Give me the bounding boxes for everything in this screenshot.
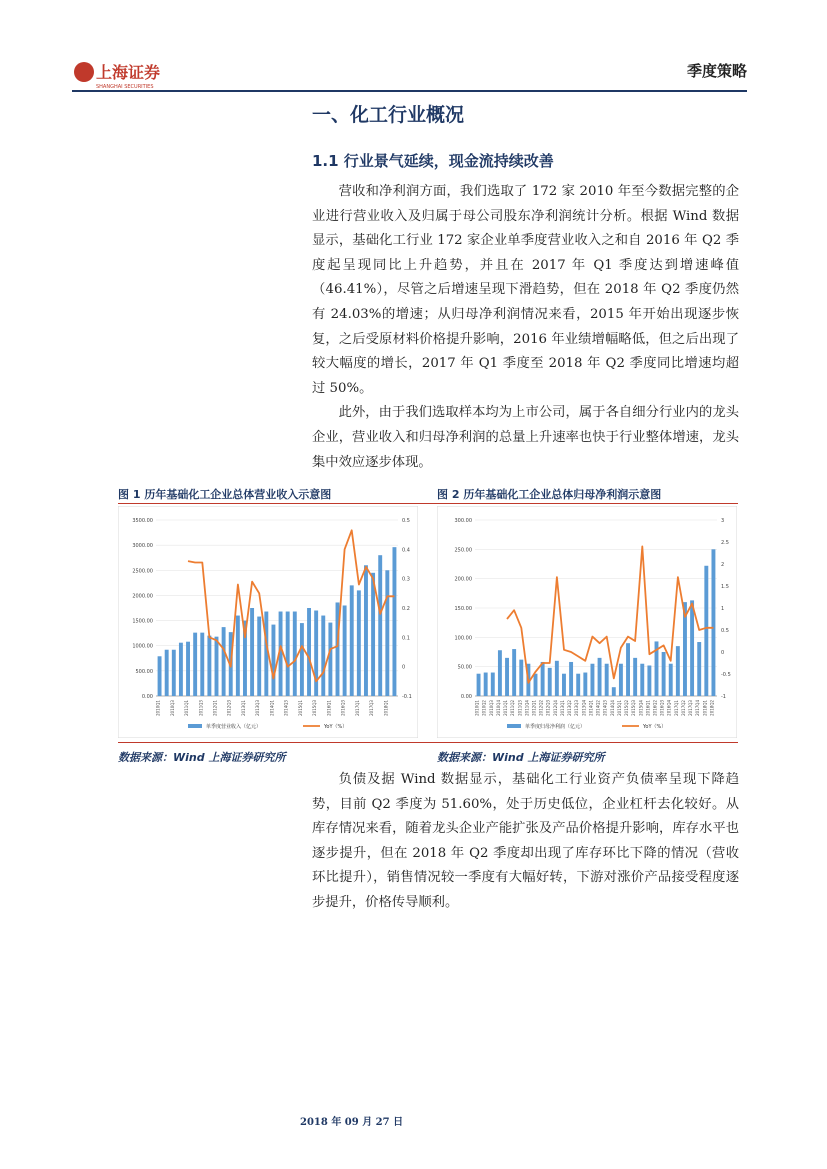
paragraph: 负债及据 Wind 数据显示，基础化工行业资产负债率呈现下降趋势，目前 Q2 季度为 51.60%，处于历史低位，企业杠杆去化较好。从库存情况来看，随着龙头企业产能扩张及产品价格提升影响，库存水平也逐步提升，但在 2018 年 Q2 季度却出现了库存环比下降的情况（营收环比提升），销售情况较一季度有大幅好转，下游对涨价产品接受程度逐步提升，价格传导顺利。	[312, 772, 739, 910]
bar-2015Q3	[633, 658, 637, 696]
bar-2018Q2	[711, 549, 715, 696]
x-tick-label: 2010Q3	[488, 700, 494, 716]
body-text-bottom	[312, 768, 739, 916]
y-tick-label: 200.00	[454, 576, 472, 583]
section-heading: 一、化工行业概况	[312, 104, 465, 126]
x-tick-label: 2011Q3	[198, 700, 204, 716]
bar-2013Q3	[576, 674, 580, 696]
bar-2013Q1	[562, 674, 566, 696]
bar-2012Q2	[541, 662, 545, 696]
bar-2014Q4	[612, 687, 616, 696]
x-tick-label: 2016Q1	[326, 700, 332, 716]
bar-2012Q2	[222, 627, 226, 696]
bar-2010Q4	[498, 650, 502, 696]
bar-2018Q1	[385, 570, 389, 696]
chart-revenue	[118, 506, 418, 738]
x-tick-label: 2011Q2	[510, 699, 516, 716]
x-tick-label: 2015Q2	[624, 699, 629, 716]
y2-tick-label: 2.5	[721, 540, 729, 546]
x-tick-label: 2018Q1	[383, 699, 389, 716]
legend-bar-label: 单季度营业收入（亿元）	[206, 724, 262, 730]
bar-2017Q3	[371, 573, 375, 696]
x-tick-label: 2014Q3	[602, 700, 608, 716]
x-tick-label: 2011Q1	[184, 699, 189, 716]
y-tick-label: 2500.00	[132, 568, 153, 575]
y2-tick-label: 0.5	[721, 628, 729, 634]
y2-tick-label: 0.2	[402, 606, 410, 612]
y2-tick-label: 0	[402, 664, 406, 671]
x-tick-label: 2018Q1	[702, 699, 708, 716]
y-tick-label: 250.00	[454, 547, 472, 554]
bar-2016Q1	[328, 623, 332, 696]
company-logo	[72, 58, 182, 92]
x-tick-label: 2012Q2	[538, 699, 544, 716]
body-text-top	[312, 180, 739, 475]
y-tick-label: 0.00	[460, 694, 472, 700]
figure-bottom-rule	[118, 742, 738, 743]
y2-tick-label: 0.1	[402, 635, 410, 642]
bar-2016Q3	[343, 605, 347, 696]
x-tick-label: 2012Q1	[212, 700, 218, 716]
logo-emblem-icon	[74, 62, 94, 82]
bar-2015Q3	[314, 611, 318, 696]
chart-revenue-svg	[118, 506, 418, 738]
bar-2010Q3	[491, 673, 495, 696]
y-tick-label: 3500.00	[132, 518, 153, 524]
bar-2011Q1	[186, 642, 190, 696]
x-tick-label: 2017Q1	[354, 700, 360, 716]
bar-2013Q3	[257, 617, 261, 696]
bar-2010Q3	[172, 650, 176, 696]
bar-2014Q1	[271, 625, 275, 696]
bar-2015Q1	[619, 664, 623, 696]
y-tick-label: 300.00	[454, 518, 472, 524]
x-tick-label: 2017Q1	[673, 700, 679, 716]
y-tick-label: 3000.00	[132, 543, 153, 550]
x-tick-label: 2016Q2	[652, 700, 658, 716]
y-tick-label: 2000.00	[132, 593, 153, 600]
bar-2017Q1	[357, 590, 361, 696]
figure-2-title: 图 2 历年基础化工企业总体归母净利润示意图	[437, 488, 662, 501]
bar-2010Q4	[179, 643, 183, 696]
bar-2011Q2	[193, 633, 197, 696]
figure-1-source: 数据来源：Wind 上海证券研究所	[118, 751, 286, 764]
bar-2010Q2	[165, 650, 169, 696]
x-tick-label: 2010Q1	[474, 700, 480, 716]
y-tick-label: 1500.00	[132, 618, 153, 625]
x-tick-label: 2015Q1	[616, 699, 622, 716]
y2-tick-label: 0.4	[402, 547, 410, 554]
y-tick-label: 0.00	[141, 694, 153, 700]
x-tick-label: 2013Q1	[241, 700, 246, 716]
x-tick-label: 2012Q3	[545, 699, 551, 716]
x-tick-label: 2016Q3	[659, 699, 665, 716]
bar-2012Q3	[548, 668, 552, 696]
bar-2016Q3	[662, 652, 666, 696]
y2-tick-label: 0.5	[402, 518, 410, 524]
x-tick-label: 2013Q3	[255, 699, 261, 716]
chart-net-profit	[437, 506, 737, 738]
bar-2017Q3	[690, 600, 694, 696]
y2-tick-label: -0.5	[721, 672, 731, 678]
x-tick-label: 2013Q4	[581, 699, 587, 716]
bar-2015Q4	[640, 664, 644, 696]
y2-tick-label: 2	[721, 562, 725, 568]
header-divider	[72, 90, 747, 92]
y-tick-label: 150.00	[454, 606, 472, 612]
x-tick-label: 2011Q4	[524, 700, 530, 716]
bar-2014Q3	[286, 612, 290, 696]
bar-2011Q1	[505, 658, 509, 696]
figure-top-rule	[118, 503, 738, 504]
bar-2010Q2	[484, 673, 488, 696]
x-tick-label: 2016Q4	[666, 699, 672, 716]
bar-2015Q4	[321, 616, 325, 696]
figure-2-source: 数据来源：Wind 上海证券研究所	[437, 751, 605, 764]
footer-date: 2018 年 09 月 27 日	[300, 1117, 404, 1128]
bar-2013Q4	[583, 673, 587, 696]
bar-2010Q1	[477, 674, 481, 696]
x-tick-label: 2012Q1	[531, 700, 537, 716]
x-tick-label: 2015Q1	[297, 699, 303, 716]
x-tick-label: 2014Q3	[283, 700, 289, 716]
x-tick-label: 2015Q3	[312, 699, 318, 716]
x-tick-label: 2010Q3	[169, 700, 175, 716]
x-tick-label: 2013Q2	[567, 700, 573, 716]
bar-2017Q4	[378, 555, 382, 696]
x-tick-label: 2014Q1	[269, 699, 275, 716]
x-tick-label: 2011Q3	[517, 700, 523, 716]
bar-2011Q3	[519, 660, 523, 696]
bar-2014Q1	[590, 664, 594, 696]
x-tick-label: 2017Q2	[681, 700, 686, 716]
bar-2014Q2	[598, 658, 602, 696]
bar-2016Q4	[350, 585, 354, 696]
bar-2016Q1	[647, 665, 651, 696]
bar-2011Q2	[512, 649, 516, 696]
figure-1-title: 图 1 历年基础化工企业总体营业收入示意图	[118, 488, 332, 501]
bar-2014Q4	[293, 612, 297, 696]
bar-2010Q1	[158, 656, 162, 696]
bar-2016Q4	[669, 664, 673, 696]
legend-line-label: YoY（%）	[324, 724, 348, 730]
logo-subtext: SHANGHAI SECURITIES	[96, 84, 154, 90]
x-tick-label: 2012Q4	[552, 700, 558, 716]
x-tick-label: 2016Q1	[645, 700, 651, 716]
report-type: 季度策略	[686, 62, 747, 80]
y2-tick-label: 1.5	[721, 584, 729, 590]
bar-2011Q3	[200, 633, 204, 696]
x-tick-label: 2010Q1	[155, 700, 161, 716]
legend-bar-label: 单季度归母净利润（亿元）	[525, 724, 586, 730]
bar-2012Q1	[534, 674, 538, 696]
bar-2013Q2	[569, 662, 573, 696]
y2-tick-label: 0	[721, 650, 725, 656]
x-tick-label: 2018Q2	[709, 699, 715, 716]
y-tick-label: 1000.00	[132, 643, 153, 650]
y2-tick-label: -0.1	[402, 694, 412, 700]
x-tick-label: 2015Q4	[638, 700, 644, 716]
bar-2015Q2	[307, 608, 311, 696]
bar-2012Q4	[555, 661, 559, 696]
bar-2015Q2	[626, 643, 630, 696]
bar-2015Q1	[300, 623, 304, 696]
x-tick-label: 2010Q4	[495, 699, 501, 716]
bar-2018Q2	[392, 547, 396, 696]
y2-tick-label: 0.3	[402, 576, 410, 583]
x-tick-label: 2012Q3	[226, 699, 232, 716]
logo-text: 上海证券	[96, 63, 161, 82]
bar-2018Q1	[704, 566, 708, 696]
x-tick-label: 2017Q4	[695, 699, 701, 716]
x-tick-label: 2013Q3	[574, 699, 580, 716]
x-tick-label: 2017Q3	[369, 700, 375, 716]
x-tick-label: 2015Q3	[631, 699, 637, 716]
paragraph: 此外，由于我们选取样本均为上市公司，属于各自细分行业内的龙头企业，营业收入和归母净利润的总量上升速率也快于行业整体增速，龙头集中效应逐步体现。	[312, 405, 739, 470]
paragraph: 营收和净利润方面，我们选取了 172 家 2010 年至今数据完整的企业进行营业收入及归属于母公司股东净利润统计分析。根据 Wind 数据显示，基础化工行业 172 家企业单季度营业收入之和自 2016 年 Q2 季度起呈现同比上升趋势，并且在 2017 年 Q1 季度达到增速峰值（46.41%），尽管之后增速呈现下滑趋势，但在 2018 年 Q2 季度仍然有 24.03%的增速；从归母净利润情况来看，2015 年开始出现逐步恢复，之后受原材料价格提升影响，2016 年业绩增幅略低，但之后出现了较大幅度的增长，2017 年 Q1 季度至 2018 年 Q2 季度同比增速均超过 50%。	[312, 184, 739, 396]
bar-2017Q2	[364, 565, 368, 696]
legend-line-label: YoY（%）	[643, 724, 667, 730]
y2-tick-label: 3	[721, 518, 725, 524]
x-tick-label: 2010Q2	[481, 700, 487, 716]
bar-2011Q4	[207, 636, 211, 696]
bar-2012Q4	[236, 616, 240, 696]
y2-tick-label: -1	[721, 694, 726, 700]
chart-net-profit-svg	[437, 506, 737, 738]
y-tick-label: 500.00	[135, 668, 153, 675]
legend-bar-swatch	[507, 724, 521, 728]
x-tick-label: 2013Q1	[560, 700, 565, 716]
subsection-heading: 1.1 行业景气延续，现金流持续改善	[312, 152, 554, 170]
x-tick-label: 2011Q1	[503, 699, 508, 716]
y2-tick-label: 1	[721, 606, 725, 612]
x-tick-label: 2014Q1	[588, 699, 594, 716]
y-tick-label: 50.00	[457, 664, 472, 671]
bar-2013Q2	[250, 608, 254, 696]
bar-2012Q1	[215, 637, 219, 696]
bar-2017Q4	[697, 642, 701, 696]
x-tick-label: 2016Q3	[340, 699, 346, 716]
y-tick-label: 100.00	[454, 635, 472, 642]
x-tick-label: 2014Q2	[595, 700, 601, 716]
x-tick-label: 2014Q4	[609, 700, 615, 716]
legend-bar-swatch	[188, 724, 202, 728]
bar-2014Q3	[605, 664, 609, 696]
bar-2017Q1	[676, 646, 680, 696]
x-tick-label: 2017Q3	[688, 700, 694, 716]
